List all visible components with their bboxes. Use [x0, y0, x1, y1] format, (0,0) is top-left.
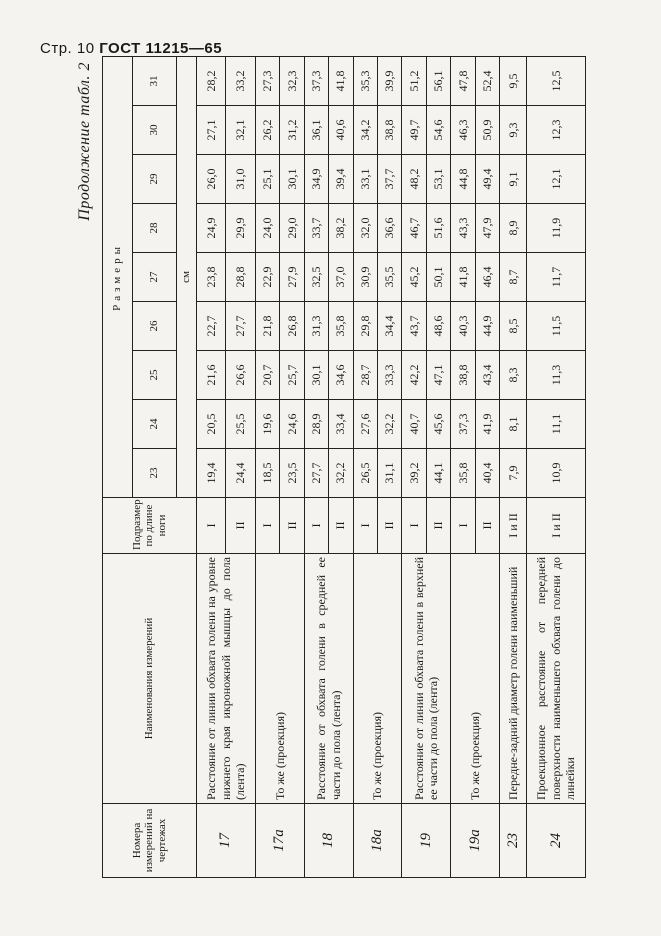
measure-number: 19 — [401, 804, 450, 878]
value-cell: 27,3 — [255, 56, 279, 105]
subsize-cell: I и II — [499, 498, 526, 554]
table-row — [304, 56, 328, 877]
value-cell: 8,7 — [499, 253, 526, 302]
header-sizes: Размеры — [102, 56, 132, 497]
value-cell: 20,5 — [196, 400, 225, 449]
subsize-cell: I и II — [526, 498, 585, 554]
value-cell: 35,5 — [377, 253, 401, 302]
measure-name: Расстояние от линии обхвата голени в верхней ее части до пола (лента) — [401, 554, 450, 804]
header-measure-name: Наименования измерений — [102, 554, 196, 804]
value-cell: 25,7 — [279, 351, 303, 400]
value-cell: 27,7 — [304, 449, 328, 498]
value-cell: 11,3 — [526, 351, 585, 400]
value-cell: 27,6 — [353, 400, 377, 449]
value-cell: 28,7 — [353, 351, 377, 400]
value-cell: 50,9 — [475, 106, 499, 155]
value-cell: 11,7 — [526, 253, 585, 302]
value-cell: 36,6 — [377, 204, 401, 253]
value-cell: 46,7 — [401, 204, 425, 253]
value-cell: 31,3 — [304, 302, 328, 351]
measure-number: 18а — [353, 804, 402, 878]
value-cell: 32,0 — [353, 204, 377, 253]
table-row — [499, 56, 526, 877]
value-cell: 31,2 — [279, 106, 303, 155]
value-cell: 11,5 — [526, 302, 585, 351]
value-cell: 8,1 — [499, 400, 526, 449]
value-cell: 29,9 — [225, 204, 254, 253]
value-cell: 9,1 — [499, 155, 526, 204]
value-cell: 49,4 — [475, 155, 499, 204]
value-cell: 10,9 — [526, 449, 585, 498]
value-cell: 11,9 — [526, 204, 585, 253]
value-cell: 51,6 — [426, 204, 450, 253]
value-cell: 21,6 — [196, 351, 225, 400]
value-cell: 29,0 — [279, 204, 303, 253]
table-row — [196, 56, 225, 877]
value-cell: 47,8 — [450, 56, 474, 105]
value-cell: 11,1 — [526, 400, 585, 449]
subsize-cell: II — [279, 498, 303, 554]
subsize-cell: I — [196, 498, 225, 554]
value-cell: 27,9 — [279, 253, 303, 302]
value-cell: 21,8 — [255, 302, 279, 351]
value-cell: 31,1 — [377, 449, 401, 498]
value-cell: 44,1 — [426, 449, 450, 498]
value-cell: 32,1 — [225, 106, 254, 155]
value-cell: 25,5 — [225, 400, 254, 449]
value-cell: 40,4 — [475, 449, 499, 498]
value-cell: 40,7 — [401, 400, 425, 449]
value-cell: 34,4 — [377, 302, 401, 351]
subsize-cell: I — [304, 498, 328, 554]
header-size-25: 25 — [132, 351, 176, 400]
value-cell: 25,1 — [255, 155, 279, 204]
rotated-table-area — [76, 58, 586, 878]
value-cell: 32,2 — [328, 449, 352, 498]
value-cell: 27,1 — [196, 106, 225, 155]
value-cell: 27,7 — [225, 302, 254, 351]
value-cell: 19,4 — [196, 449, 225, 498]
value-cell: 30,1 — [304, 351, 328, 400]
table-row — [401, 56, 425, 877]
value-cell: 44,9 — [475, 302, 499, 351]
value-cell: 12,3 — [526, 106, 585, 155]
value-cell: 43,4 — [475, 351, 499, 400]
value-cell: 23,8 — [196, 253, 225, 302]
value-cell: 35,8 — [450, 449, 474, 498]
value-cell: 30,1 — [279, 155, 303, 204]
header-size-24: 24 — [132, 400, 176, 449]
value-cell: 45,6 — [426, 400, 450, 449]
value-cell: 34,9 — [304, 155, 328, 204]
measure-name: То же (проекция) — [353, 554, 402, 804]
measure-number: 23 — [499, 804, 526, 878]
value-cell: 37,0 — [328, 253, 352, 302]
header-subsize: Подразмер по длине ноги — [102, 498, 196, 554]
value-cell: 44,8 — [450, 155, 474, 204]
value-cell: 29,8 — [353, 302, 377, 351]
subsize-cell: I — [401, 498, 425, 554]
value-cell: 32,5 — [304, 253, 328, 302]
value-cell: 38,8 — [450, 351, 474, 400]
value-cell: 24,9 — [196, 204, 225, 253]
value-cell: 18,5 — [255, 449, 279, 498]
subsize-cell: II — [475, 498, 499, 554]
measure-name: Расстояние от обхвата голени в средней ее части до пола (лента) — [304, 554, 353, 804]
table-row — [353, 56, 377, 877]
standard-code: ГОСТ 11215—65 — [99, 40, 223, 57]
value-cell: 12,1 — [526, 155, 585, 204]
header-size-23: 23 — [132, 449, 176, 498]
value-cell: 33,2 — [225, 56, 254, 105]
subsize-cell: II — [225, 498, 254, 554]
value-cell: 38,2 — [328, 204, 352, 253]
value-cell: 28,8 — [225, 253, 254, 302]
subsize-cell: I — [255, 498, 279, 554]
value-cell: 38,8 — [377, 106, 401, 155]
value-cell: 22,9 — [255, 253, 279, 302]
value-cell: 43,3 — [450, 204, 474, 253]
table-row — [255, 56, 279, 877]
value-cell: 51,2 — [401, 56, 425, 105]
value-cell: 56,1 — [426, 56, 450, 105]
value-cell: 32,2 — [377, 400, 401, 449]
subsize-cell: I — [353, 498, 377, 554]
value-cell: 53,1 — [426, 155, 450, 204]
value-cell: 36,1 — [304, 106, 328, 155]
value-cell: 39,4 — [328, 155, 352, 204]
measure-number: 18 — [304, 804, 353, 878]
value-cell: 20,7 — [255, 351, 279, 400]
table-row — [450, 56, 474, 877]
value-cell: 47,1 — [426, 351, 450, 400]
measure-number: 24 — [526, 804, 585, 878]
value-cell: 33,4 — [328, 400, 352, 449]
value-cell: 50,1 — [426, 253, 450, 302]
header-size-29: 29 — [132, 155, 176, 204]
table-row — [526, 56, 585, 877]
value-cell: 28,2 — [196, 56, 225, 105]
header-size-28: 28 — [132, 204, 176, 253]
value-cell: 33,3 — [377, 351, 401, 400]
continuation-title: Продолжение табл. 2 — [75, 62, 93, 221]
value-cell: 9,5 — [499, 56, 526, 105]
value-cell: 19,6 — [255, 400, 279, 449]
value-cell: 23,5 — [279, 449, 303, 498]
value-cell: 35,3 — [353, 56, 377, 105]
value-cell: 22,7 — [196, 302, 225, 351]
subsize-cell: II — [426, 498, 450, 554]
header-measure-number: Номера измерений на чертежах — [102, 804, 196, 878]
value-cell: 8,5 — [499, 302, 526, 351]
value-cell: 54,6 — [426, 106, 450, 155]
value-cell: 47,9 — [475, 204, 499, 253]
subsize-cell: I — [450, 498, 474, 554]
measure-number: 17а — [255, 804, 304, 878]
measure-name: То же (проекция) — [255, 554, 304, 804]
value-cell: 45,2 — [401, 253, 425, 302]
measure-name: Расстояние от линии обхвата голени на уровне нижнего края икроножной мышцы до пола (лента) — [196, 554, 255, 804]
subsize-cell: II — [328, 498, 352, 554]
value-cell: 8,3 — [499, 351, 526, 400]
value-cell: 31,0 — [225, 155, 254, 204]
value-cell: 34,2 — [353, 106, 377, 155]
value-cell: 9,3 — [499, 106, 526, 155]
value-cell: 49,7 — [401, 106, 425, 155]
value-cell: 39,2 — [401, 449, 425, 498]
value-cell: 42,2 — [401, 351, 425, 400]
value-cell: 41,8 — [328, 56, 352, 105]
value-cell: 46,4 — [475, 253, 499, 302]
page-number: Стр. 10 — [40, 40, 95, 57]
value-cell: 32,3 — [279, 56, 303, 105]
value-cell: 52,4 — [475, 56, 499, 105]
measure-number: 19а — [450, 804, 499, 878]
measure-name: Передне-задний диаметр голени наименьший — [499, 554, 526, 804]
value-cell: 43,7 — [401, 302, 425, 351]
value-cell: 26,2 — [255, 106, 279, 155]
value-cell: 35,8 — [328, 302, 352, 351]
header-size-30: 30 — [132, 106, 176, 155]
value-cell: 40,6 — [328, 106, 352, 155]
value-cell: 12,5 — [526, 56, 585, 105]
value-cell: 33,1 — [353, 155, 377, 204]
value-cell: 39,9 — [377, 56, 401, 105]
value-cell: 40,3 — [450, 302, 474, 351]
value-cell: 24,4 — [225, 449, 254, 498]
header-size-26: 26 — [132, 302, 176, 351]
value-cell: 37,7 — [377, 155, 401, 204]
value-cell: 41,8 — [450, 253, 474, 302]
measure-name: Проекционное расстояние от передней поверхности наименьшего обхвата голени до линейки — [526, 554, 585, 804]
value-cell: 48,2 — [401, 155, 425, 204]
value-cell: 26,0 — [196, 155, 225, 204]
value-cell: 7,9 — [499, 449, 526, 498]
header-unit: см — [176, 56, 196, 497]
value-cell: 28,9 — [304, 400, 328, 449]
value-cell: 24,6 — [279, 400, 303, 449]
value-cell: 33,7 — [304, 204, 328, 253]
value-cell: 37,3 — [450, 400, 474, 449]
measure-name: То же (проекция) — [450, 554, 499, 804]
value-cell: 26,5 — [353, 449, 377, 498]
value-cell: 41,9 — [475, 400, 499, 449]
value-cell: 37,3 — [304, 56, 328, 105]
value-cell: 26,6 — [225, 351, 254, 400]
value-cell: 46,3 — [450, 106, 474, 155]
subsize-cell: II — [377, 498, 401, 554]
value-cell: 8,9 — [499, 204, 526, 253]
page-header — [40, 40, 222, 57]
measure-number: 17 — [196, 804, 255, 878]
sizes-table — [102, 56, 586, 878]
header-size-27: 27 — [132, 253, 176, 302]
value-cell: 34,6 — [328, 351, 352, 400]
value-cell: 26,8 — [279, 302, 303, 351]
value-cell: 24,0 — [255, 204, 279, 253]
header-size-31: 31 — [132, 56, 176, 105]
value-cell: 30,9 — [353, 253, 377, 302]
value-cell: 48,6 — [426, 302, 450, 351]
